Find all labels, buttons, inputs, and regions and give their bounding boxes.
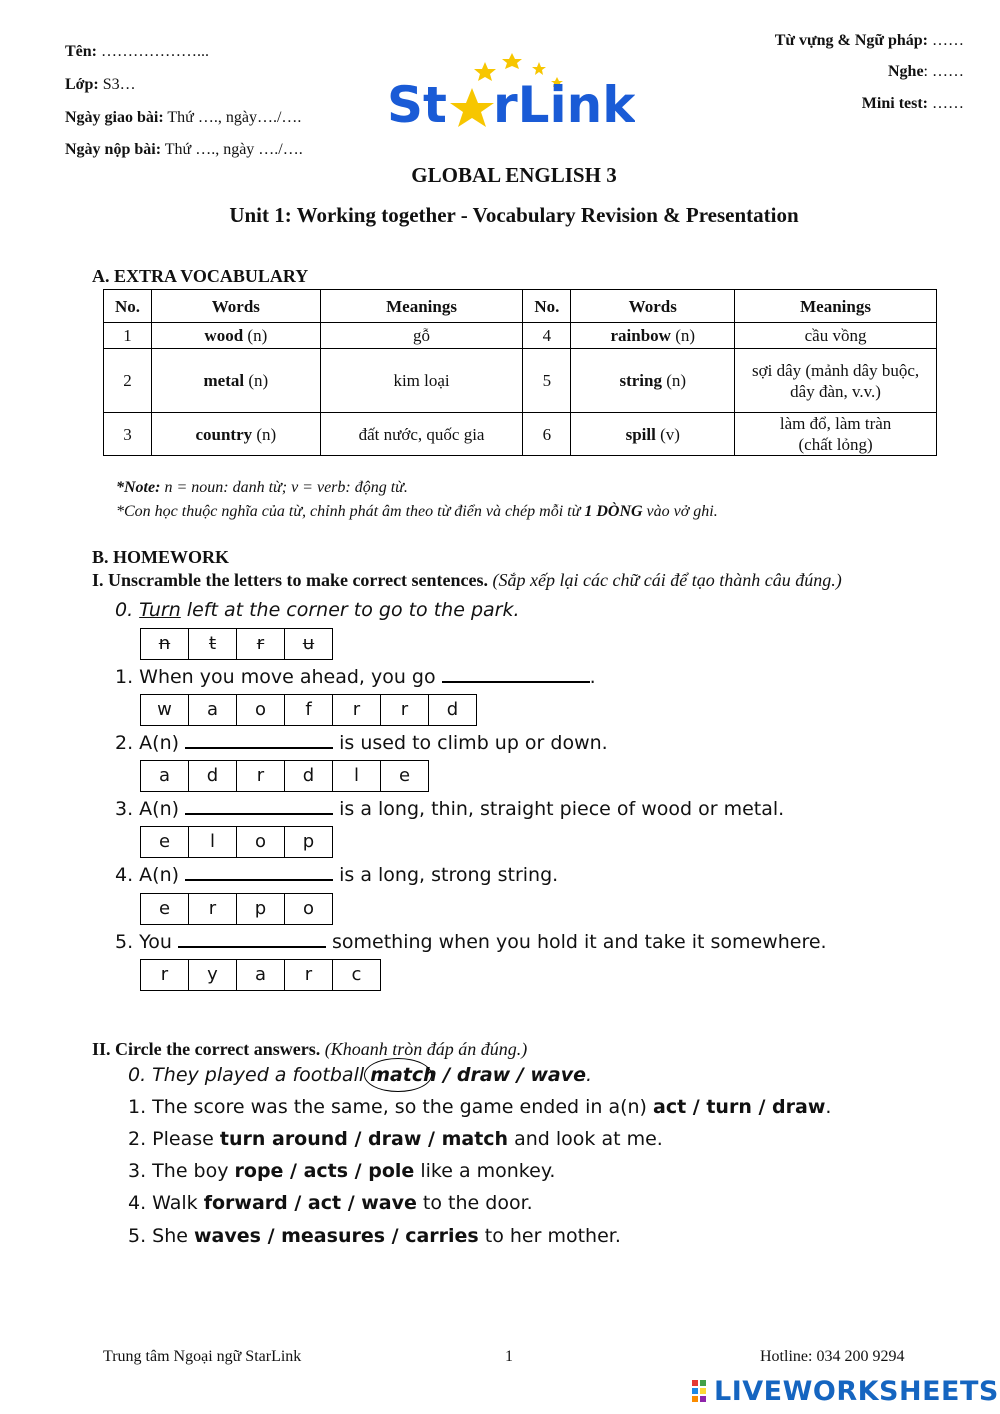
letter-box: n: [141, 628, 189, 660]
letter-box: d: [429, 694, 477, 726]
letter-box: y: [189, 959, 237, 991]
letter-box: r: [381, 694, 429, 726]
letter-box: r: [237, 760, 285, 792]
letter-boxes-2: [140, 760, 429, 792]
letter-box: r: [285, 959, 333, 991]
class-line: Lớp: S3…: [65, 76, 136, 93]
letter-box: l: [189, 826, 237, 858]
letter-box: l: [333, 760, 381, 792]
letter-box: c: [333, 959, 381, 991]
letter-box: o: [237, 694, 285, 726]
letter-box: a: [141, 760, 189, 792]
part-2-title: II. Circle the correct answers. (Khoanh tròn đáp án đúng.): [92, 1039, 528, 1059]
col-header: Meanings: [735, 290, 937, 323]
mc-item-5: 5. She waves / measures / carries to her mother.: [128, 1225, 621, 1247]
svg-text:St: St: [387, 76, 447, 134]
letter-boxes-0: [140, 628, 333, 660]
letter-box: e: [141, 893, 189, 925]
letter-box: a: [189, 694, 237, 726]
part-1-title: I. Unscramble the letters to make correct sentences. (Sắp xếp lại các chữ cái để tạo thành câu đúng.): [92, 570, 842, 590]
letter-box: a: [237, 959, 285, 991]
mc-item-4: 4. Walk forward / act / wave to the door.: [128, 1192, 533, 1214]
submit-date-line: Ngày nộp bài: Thứ …., ngày …./….: [65, 141, 303, 158]
page-subtitle: Unit 1: Working together - Vocabulary Revision & Presentation: [229, 203, 799, 227]
col-header: No.: [523, 290, 571, 323]
footer-hotline: Hotline: 034 200 9294: [760, 1348, 905, 1365]
unscramble-item-2: 2. A(n) is used to climb up or down.: [115, 732, 608, 754]
letter-box: t: [189, 628, 237, 660]
mc-item-3: 3. The boy rope / acts / pole like a monkey.: [128, 1160, 556, 1182]
table-row: 3 country (n) đất nước, quốc gia 6 spill (v) làm đổ, làm tràn (chất lỏng): [104, 413, 937, 456]
letter-boxes-5: [140, 959, 381, 991]
note-2: *Con học thuộc nghĩa của từ, chỉnh phát âm theo từ điển và chép mỗi từ 1 DÒNG vào vở ghi.: [116, 503, 718, 520]
score-listen: Nghe: ……: [887, 63, 964, 80]
letter-box: r: [189, 893, 237, 925]
letter-box: e: [141, 826, 189, 858]
mc-options-5[interactable]: waves / measures / carries: [194, 1225, 479, 1247]
submit-date-field[interactable]: Thứ …., ngày …./….: [164, 141, 303, 158]
mc-options-0[interactable]: match / draw / wave: [370, 1064, 586, 1086]
letter-boxes-1: [140, 694, 477, 726]
letter-box: d: [189, 760, 237, 792]
col-header: Words: [151, 290, 320, 323]
mc-options-3[interactable]: rope / acts / pole: [234, 1160, 415, 1182]
letter-box: o: [285, 893, 333, 925]
col-header: No.: [104, 290, 152, 323]
section-a-heading: A. EXTRA VOCABULARY: [92, 266, 309, 286]
example-answer: Turn: [139, 599, 181, 621]
table-row: 1 wood (n) gỗ 4 rainbow (n) cầu vồng: [104, 323, 937, 349]
page-title: GLOBAL ENGLISH 3: [411, 163, 617, 187]
letter-box: r: [237, 628, 285, 660]
mc-options-2[interactable]: turn around / draw / match: [219, 1128, 509, 1150]
letter-boxes-3: [140, 826, 333, 858]
note-1: *Note: n = noun: danh từ; v = verb: động từ.: [116, 479, 408, 496]
letter-box: r: [141, 959, 189, 991]
answer-blank-2[interactable]: [185, 733, 333, 749]
answer-blank-3[interactable]: [185, 799, 333, 815]
score-mini: Mini test: ……: [861, 95, 964, 112]
starlink-logo: [385, 50, 635, 135]
unscramble-item-3: 3. A(n) is a long, thin, straight piece of wood or metal.: [115, 798, 785, 820]
vocab-table: [103, 289, 937, 456]
footer-center-name: Trung tâm Ngoại ngữ StarLink: [103, 1348, 302, 1365]
name-field[interactable]: ………………...: [101, 43, 209, 60]
unscramble-item-5: 5. You something when you hold it and take it somewhere.: [115, 931, 827, 953]
mc-options-1[interactable]: act / turn / draw: [653, 1096, 826, 1118]
letter-box: p: [237, 893, 285, 925]
letter-box: o: [237, 826, 285, 858]
col-header: Words: [571, 290, 735, 323]
answer-blank-4[interactable]: [185, 865, 333, 881]
unscramble-item-4: 4. A(n) is a long, strong string.: [115, 864, 559, 886]
letter-box: u: [285, 628, 333, 660]
name-line: Tên: ………………...: [65, 43, 209, 60]
table-row: 2 metal (n) kim loại 5 string (n) sợi dây (mảnh dây buộc, dây đàn, v.v.): [104, 349, 937, 413]
liveworksheets-logo-icon: [692, 1380, 714, 1404]
letter-box: p: [285, 826, 333, 858]
assign-date-field[interactable]: Thứ …., ngày…./….: [167, 109, 302, 126]
mc-item-1: 1. The score was the same, so the game ended in a(n) act / turn / draw.: [128, 1096, 832, 1118]
mc-options-4[interactable]: forward / act / wave: [203, 1192, 417, 1214]
mc-item-0: 0. They played a football match / draw / wave .: [128, 1064, 592, 1086]
letter-box: e: [381, 760, 429, 792]
unscramble-item-1: 1. When you move ahead, you go .: [115, 666, 596, 688]
letter-boxes-4: [140, 893, 333, 925]
letter-box: f: [285, 694, 333, 726]
svg-text:rLink: rLink: [493, 76, 635, 134]
score-vocab: Từ vựng & Ngữ pháp: ……: [774, 32, 964, 49]
col-header: Meanings: [320, 290, 523, 323]
letter-box: w: [141, 694, 189, 726]
answer-circle: [364, 1058, 432, 1092]
answer-blank-1[interactable]: [442, 667, 590, 683]
assign-date-line: Ngày giao bài: Thứ …., ngày…./….: [65, 109, 302, 126]
mc-item-2: 2. Please turn around / draw / match and look at me.: [128, 1128, 663, 1150]
letter-box: d: [285, 760, 333, 792]
answer-blank-5[interactable]: [178, 932, 326, 948]
section-b-heading: B. HOMEWORK: [92, 547, 230, 567]
unscramble-item-0: 0. Turn left at the corner to go to the park.: [115, 599, 520, 621]
footer-page-number: 1: [505, 1348, 513, 1365]
letter-box: r: [333, 694, 381, 726]
liveworksheets-watermark: LIVEWORKSHEETS: [692, 1376, 999, 1407]
